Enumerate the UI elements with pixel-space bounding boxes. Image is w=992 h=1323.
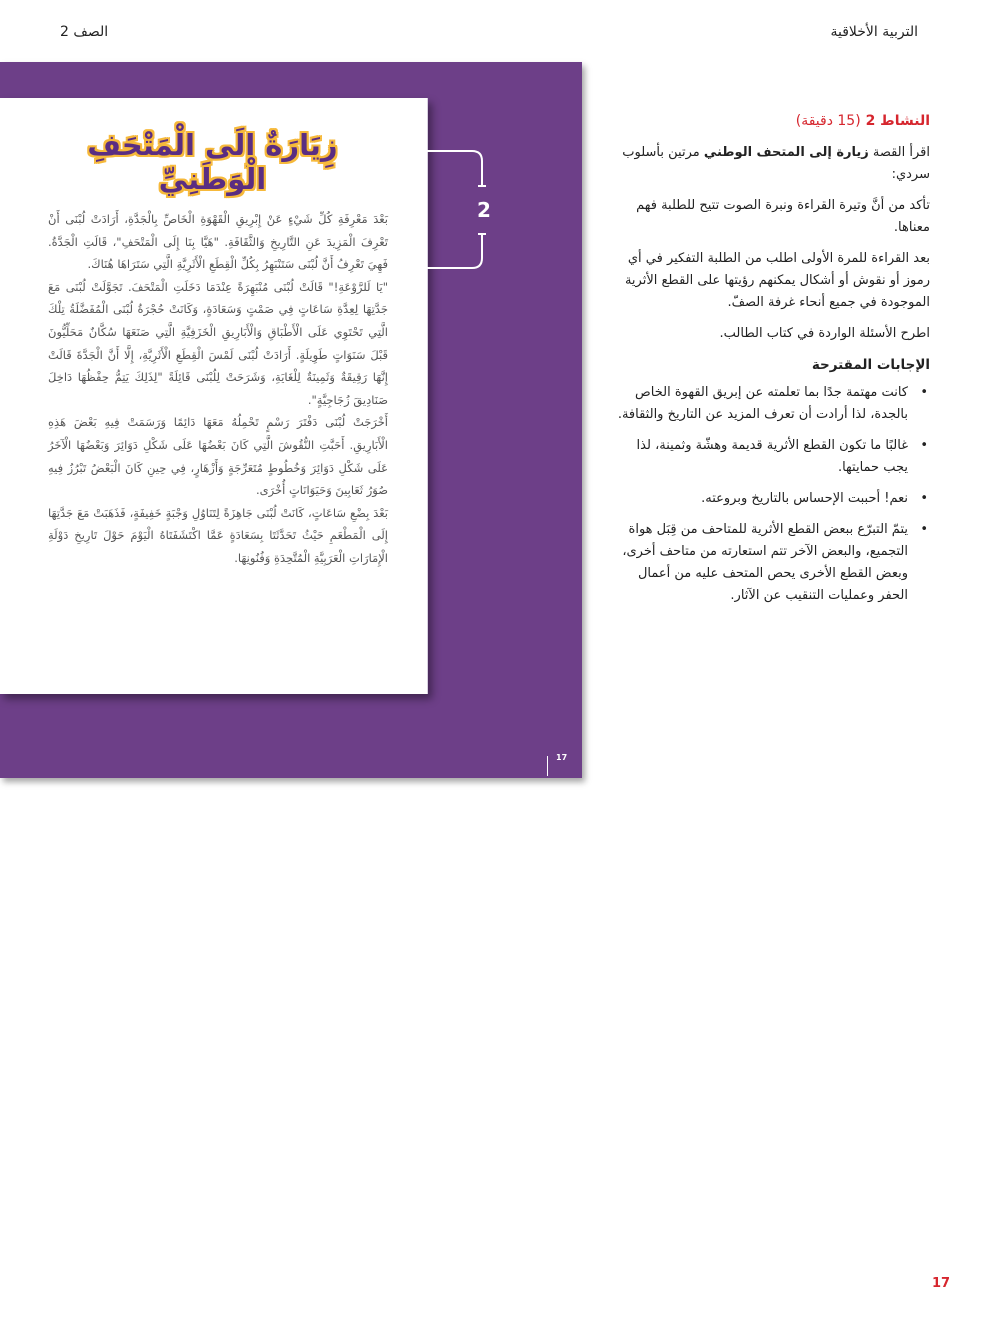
answer-text: نعم! أحببت الإحساس بالتاريخ وبروعته. xyxy=(701,491,908,506)
story-paragraph: "يَا لَلرَّوْعَةِ!" قَالَتْ لُبْنَى مُنْبَهِرَةً عِنْدَمَا دَخَلَتِ الْمَتْحَفَ. تَجَوَّلَتْ لُبْنَى مَعَ جَدَّتِهَا لِعِدَّةِ سَاعَاتٍ فِي صَمْتٍ وَسَعَادَةٍ، وَكَانَتْ حُجْرَةُ لُبْنَى الْمُفَضَّلَةُ تِلْكَ الَّتِي تَحْتَوِي عَلَى الْأَطْبَاقِ وَالْأَبَارِيقِ الْخَزَفِيَّةِ الَّتِي صَنَعَهَا سُكَّانٌ مَحَلِّيُّونَ قَبْلَ سَنَوَاتٍ طَوِيلَةٍ. أَرَادَتْ لُبْنَى لَمْسَ الْقِطَعِ الْأَثَرِيَّةِ، إِلَّا أَنَّ الْجَدَّةَ قَالَتْ إِنَّهَا رَقِيقَةٌ وَثَمِينَةٌ لِلْغَايَةِ، وَشَرَحَتْ لِلُبْنَى قَائِلَةً "لِذَلِكَ يَتِمُّ حِفْظُهَا دَاخِلَ صَنَادِيقَ زُجَاجِيَّةٍ". xyxy=(48,279,388,407)
instruction-read-prefix: اقرأ القصة xyxy=(868,145,930,160)
bullet-icon: • xyxy=(920,438,928,453)
answer-text: غالبًا ما تكون القطع الأثرية قديمة وهشّة وثمينة، لذا يجب حمايتها. xyxy=(636,438,908,475)
activity-heading xyxy=(612,110,930,132)
story-paragraph: بَعْدَ بِضْعِ سَاعَاتٍ، كَانَتْ لُبْنَى جَاهِزَةً لِتَنَاوُلِ وَجْبَةٍ خَفِيفَةٍ، فَذَهَبَتْ مَعَ جَدَّتِهَا إِلَى الْمَطْعَمِ حَيْثُ تَحَدَّثَتَا بِسَعَادَةٍ عَمَّا اكْتَشَفَتَاهُ الْيَوْمَ حَوْلَ تَارِيخِ دَوْلَةِ الْإِمَارَاتِ الْعَرَبِيَّةِ الْمُتَّحِدَةِ وَفُنُونِهَا. xyxy=(48,505,388,565)
answer-text: كانت مهتمة جدًا بما تعلمته عن إبريق القهوة الخاص بالجدة، لذا أرادت أن تعرف المزيد عن التاريخ والثقافة. xyxy=(617,385,908,422)
answer-item xyxy=(612,519,930,607)
answer-text: يتمّ التبرّع ببعض القطع الأثرية للمتاحف من قِبَل هواة التجميع، والبعض الآخر تتم استعارته من متاحف أخرى، وبعض القطع الأخرى يحص المتحف عليه من أعمال الحفر وعمليات التنقيب عن الآثار. xyxy=(622,522,908,603)
story-name: زيارة إلى المتحف الوطني xyxy=(703,145,869,160)
header-grade: الصف 2 xyxy=(60,24,109,40)
story-text xyxy=(48,208,388,570)
instruction-questions: اطرح الأسئلة الواردة في كتاب الطالب. xyxy=(719,326,930,341)
instruction-read-suffix: مرتين بأسلوب سردي: xyxy=(622,145,930,182)
section-number: 2 xyxy=(477,198,491,222)
instruction-read xyxy=(612,142,930,186)
activity-duration: (15 دقيقة) xyxy=(795,113,861,129)
story-paragraph: أَخْرَجَتْ لُبْنَى دَفْتَرَ رَسْمٍ تَحْمِلُهُ مَعَهَا دَائِمًا وَرَسَمَتْ فِيهِ بَعْضَ هَذِهِ الْأَبَارِيقِ. أَحَبَّتِ النُّقُوشَ الَّتِي كَانَ بَعْضُهَا عَلَى شَكْلِ دَوَائِرَ وَبَعْضُهَا الْآخَرُ عَلَى شَكْلِ دَوَائِرَ وَخُطُوطٍ مُتَعَرِّجَةٍ وَأَزْهَارٍ، فِي حِينِ كَانَ الْبَعْضُ تَبْرُزُ فِيهِ صُوَرُ ثَعَابِينَ وَحَيَوَانَاتٍ أُخْرَى. xyxy=(48,415,388,498)
answers-list xyxy=(612,382,930,607)
activity-title: النشاط 2 xyxy=(865,113,930,129)
answers-title: الإجابات المقترحة xyxy=(811,357,930,373)
story-paragraph: بَعْدَ مَعْرِفَةِ كُلِّ شَيْءٍ عَنْ إِبْرِيقِ الْقَهْوَةِ الْخَاصِّ بِالْجَدَّةِ، أَرَادَتْ لُبْنَى أَنْ تَعْرِفَ الْمَزِيدَ عَنِ التَّارِيخِ وَالثَّقَافَةِ. "هَيَّا بِنَا إِلَى الْمَتْحَفِ"، قَالَتِ الْجَدَّةُ. فَهِيَ تَعْرِفُ أَنَّ لُبْنَى سَتَنْبَهِرُ بِكُلِّ الْقِطَعِ الْأَثَرِيَّةِ الَّتِي سَتَرَاهَا هُنَاكَ. xyxy=(48,212,388,272)
instruction-think: بعد القراءة للمرة الأولى اطلب من الطلبة التفكير في أي رموز أو نقوش أو أشكال يمكنهم رؤيتها على القطع الأثرية الموجودة في جميع أنحاء غرفة الصفّ. xyxy=(624,251,930,310)
answer-item xyxy=(612,382,930,426)
answer-item xyxy=(612,488,930,510)
teacher-guide xyxy=(612,110,930,616)
answer-item xyxy=(612,435,930,479)
page-number: 17 xyxy=(932,1276,951,1291)
instruction-pace: تأكد من أنَّ وتيرة القراءة ونبرة الصوت تتيح للطلبة فهم معناها. xyxy=(636,198,930,235)
bullet-icon: • xyxy=(920,522,928,537)
bullet-icon: • xyxy=(920,385,928,400)
bullet-icon: • xyxy=(920,491,928,506)
header-subject: التربية الأخلاقية xyxy=(830,24,918,40)
story-title: زِيَارَةٌ إِلَى الْمَتْحَفِ الْوَطَنِيِّ xyxy=(87,128,338,196)
inner-page-divider xyxy=(547,756,548,776)
inner-page-number: 17 xyxy=(556,753,568,762)
